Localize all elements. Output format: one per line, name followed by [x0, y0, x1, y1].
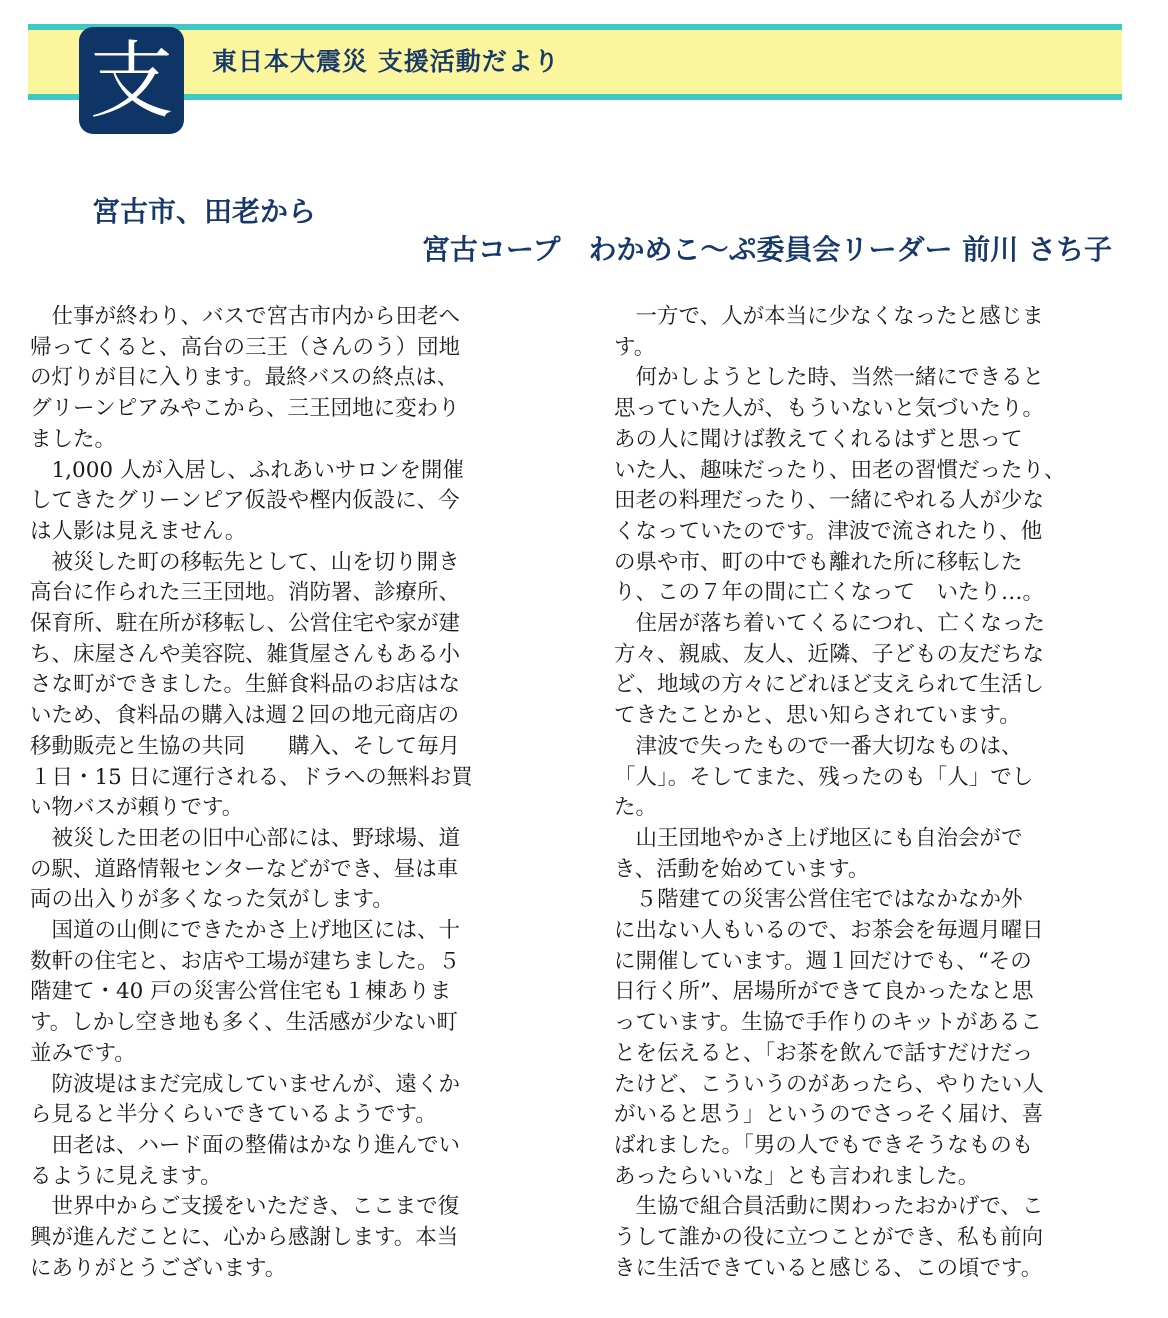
- text-line: 防波堤はまだ完成していませんが、遠くか: [30, 1071, 461, 1097]
- text-line: り、この７年の間に亡くなって いたり…。: [614, 580, 1045, 606]
- text-line: ら見ると半分くらいできているようです。: [30, 1102, 437, 1128]
- text-line: は人影は見えません。: [30, 518, 247, 544]
- text-line: た。: [614, 795, 658, 821]
- article-place-heading: 宮古市、田老から: [92, 195, 317, 228]
- text-line: てきたことかと、思い知らされています。: [614, 703, 1021, 729]
- text-line: 数軒の住宅と、お店や工場が建ちました。５: [30, 948, 461, 974]
- support-badge-icon: [79, 27, 184, 134]
- text-line: 津波で失ったもので一番大切なものは、: [614, 733, 1023, 759]
- text-line: いため、食料品の購入は週２回の地元商店の: [30, 703, 460, 729]
- text-line: 高台に作られた三王団地。消防署、診療所、: [30, 580, 461, 606]
- text-line: グリーンピアみやこから、三王団地に変わり: [30, 396, 460, 422]
- text-line: うして誰かの役に立つことができ、私も前向: [614, 1225, 1044, 1251]
- text-line: す。: [614, 334, 656, 360]
- banner-title: 東日本大震災 支援活動だより: [212, 47, 560, 76]
- text-line: 田老の料理だったり、一緒にやれる人が少な: [614, 488, 1045, 514]
- article-column-right: [614, 302, 1126, 1285]
- text-line: とを伝えると、「お茶を飲んで話すだけだっ: [614, 1040, 1034, 1066]
- text-line: ど、地域の方々にどれほど支えられて生活し: [614, 672, 1045, 698]
- text-line: 世界中からご支援をいただき、ここまで復: [30, 1194, 460, 1220]
- text-line: の灯りが目に入ります。最終バスの終点は、: [30, 365, 459, 391]
- header-banner: [28, 24, 1122, 100]
- text-line: きに生活できていると感じる、この頃です。: [614, 1255, 1043, 1281]
- text-line: いた人、趣味だったり、田老の習慣だったり、: [614, 457, 1066, 483]
- text-line: １日・15 日に運行される、ドラへの無料お買: [30, 764, 473, 790]
- text-line: してきたグリーンピア仮設や樫内仮設に、今: [30, 488, 460, 514]
- badge-character: 支: [89, 31, 174, 130]
- text-line: 並みです。: [30, 1040, 136, 1066]
- text-line: ました。: [30, 426, 117, 452]
- text-line: ち、床屋さんや美容院、雑貨屋さんもある小: [30, 641, 461, 667]
- text-line: 一方で、人が本当に少なくなったと感じま: [614, 304, 1044, 329]
- article-column-left: [30, 302, 546, 1285]
- text-line: 国道の山側にできたかさ上げ地区には、十: [30, 918, 461, 944]
- text-line: す。しかし空き地も多く、生活感が少ない町: [30, 1010, 458, 1036]
- text-line: あったらいいな」とも言われました。: [614, 1163, 980, 1189]
- text-line: の県や市、町の中でも離れた所に移転した: [614, 549, 1023, 575]
- text-line: がいると思う」というのでさっそく届け、喜: [614, 1102, 1044, 1128]
- text-line: るように見えます。: [30, 1163, 222, 1189]
- text-line: あの人に聞けば教えてくれるはずと思って: [614, 426, 1023, 452]
- text-line: 方々、親戚、友人、近隣、子どもの友だちな: [614, 641, 1045, 667]
- text-line: 生協で組合員活動に関わったおかげで、こ: [614, 1194, 1044, 1220]
- article-author-heading: 宮古コープ わかめこ～ぷ委員会リーダー 前川 さち子: [421, 233, 1112, 266]
- text-line: 帰ってくると、高台の三王（さんのう）団地: [30, 334, 461, 360]
- text-line: くなっていたのです。津波で流されたり、他: [614, 518, 1043, 544]
- text-line: 1,000 人が入居し、ふれあいサロンを開催: [30, 457, 464, 483]
- text-line: 思っていた人が、もういないと気づいたり。: [614, 396, 1045, 422]
- text-line: 仕事が終わり、バスで宮古市内から田老へ: [30, 304, 461, 329]
- text-line: 山王団地やかさ上げ地区にも自治会がで: [614, 825, 1023, 851]
- text-line: き、活動を始めています。: [614, 856, 870, 882]
- text-line: 保育所、駐在所が移転し、公営住宅や家が建: [30, 611, 461, 637]
- text-line: 田老は、ハード面の整備はかなり進んでい: [30, 1132, 461, 1158]
- text-line: 「人」。そしてまた、残ったのも「人」でし: [614, 764, 1034, 790]
- text-line: 住居が落ち着いてくるにつれ、亡くなった: [614, 611, 1045, 637]
- text-line: の駅、道路情報センターなどができ、昼は車: [30, 856, 459, 882]
- text-line: 何かしようとした時、当然一緒にできると: [614, 365, 1045, 391]
- text-line: 興が進んだことに、心から感謝します。本当: [30, 1225, 459, 1251]
- text-line: 階建て・40 戸の災害公営住宅も１棟ありま: [30, 979, 452, 1005]
- text-line: ばれました。「男の人でもできそうなものも: [614, 1132, 1034, 1158]
- text-line: にありがとうございます。: [30, 1255, 287, 1281]
- text-line: 移動販売と生協の共同 購入、そして毎月: [30, 733, 461, 759]
- text-line: 日行く所”、居場所ができて良かったなと思: [614, 979, 1034, 1005]
- text-line: っています。生協で手作りのキットがあるこ: [614, 1010, 1042, 1036]
- text-line: たけど、こういうのがあったら、やりたい人: [614, 1071, 1044, 1097]
- text-line: に出ない人もいるので、お茶会を毎週月曜日: [614, 918, 1044, 944]
- text-line: 被災した田老の旧中心部には、野球場、道: [30, 825, 461, 851]
- text-line: に開催しています。週１回だけでも、“その: [614, 948, 1032, 974]
- text-line: い物バスが頼りです。: [30, 795, 244, 821]
- text-line: ５階建ての災害公営住宅ではなかなか外: [614, 887, 1023, 913]
- text-line: さな町ができました。生鮮食料品のお店はな: [30, 672, 461, 698]
- text-line: 両の出入りが多くなった気がします。: [30, 887, 394, 913]
- text-line: 被災した町の移転先として、山を切り開き: [30, 549, 460, 575]
